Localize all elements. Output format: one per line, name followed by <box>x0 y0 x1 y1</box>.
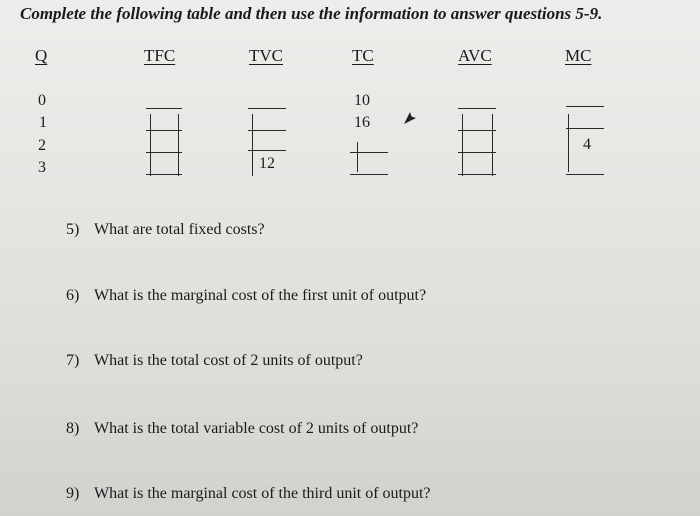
tvc-value-q3: 12 <box>259 155 275 172</box>
avc-blank[interactable] <box>458 174 496 175</box>
avc-bracket <box>462 114 463 176</box>
mc-bracket <box>568 114 569 172</box>
header-q: Q <box>35 46 48 65</box>
mc-blank[interactable] <box>566 174 604 175</box>
tc-blank[interactable] <box>350 174 388 175</box>
avc-blank[interactable] <box>458 152 496 153</box>
avc-blank[interactable] <box>458 108 496 109</box>
question-number: 8) <box>66 420 80 437</box>
tvc-bracket <box>252 114 253 176</box>
avc-bracket <box>492 114 493 176</box>
question-9 <box>66 485 431 503</box>
header-mc: MC <box>565 46 592 65</box>
tfc-blank[interactable] <box>146 152 182 153</box>
header-tc: TC <box>352 46 374 65</box>
tvc-blank[interactable] <box>248 108 286 109</box>
header-tfc: TFC <box>144 46 176 65</box>
question-text: What is the marginal cost of the third unit of output? <box>94 485 431 502</box>
question-text: What are total fixed costs? <box>94 221 265 238</box>
tc-blank[interactable] <box>350 152 388 153</box>
header-tvc: TVC <box>249 46 283 65</box>
mouse-cursor-icon <box>402 110 418 126</box>
question-number: 6) <box>66 287 80 304</box>
question-text: What is the total variable cost of 2 units of output? <box>94 420 419 437</box>
mc-blank[interactable] <box>566 106 604 107</box>
avc-blank[interactable] <box>458 130 496 131</box>
question-8 <box>66 420 418 438</box>
tfc-bracket <box>150 114 151 176</box>
q-value: 2 <box>38 137 46 154</box>
mc-blank[interactable] <box>566 128 604 129</box>
question-text: What is the total cost of 2 units of output? <box>94 352 363 369</box>
question-text: What is the marginal cost of the first unit of output? <box>94 287 427 304</box>
worksheet-title: Complete the following table and then use the information to answer questions 5-9. <box>20 4 603 23</box>
question-7 <box>66 352 363 370</box>
tfc-blank[interactable] <box>146 130 182 131</box>
tvc-blank[interactable] <box>248 150 286 151</box>
tvc-blank[interactable] <box>248 130 286 131</box>
tfc-blank[interactable] <box>146 174 182 175</box>
tc-bracket <box>357 142 358 172</box>
q-value: 0 <box>38 92 46 109</box>
question-number: 9) <box>66 485 80 502</box>
mc-value-q3: 4 <box>583 136 591 153</box>
tfc-blank[interactable] <box>146 108 182 109</box>
question-5 <box>66 221 265 239</box>
question-number: 5) <box>66 221 80 238</box>
question-number: 7) <box>66 352 80 369</box>
q-value: 3 <box>38 159 46 176</box>
header-avc: AVC <box>458 46 492 65</box>
question-6 <box>66 287 426 305</box>
tc-value-q1: 16 <box>354 114 370 131</box>
tfc-bracket <box>178 114 179 176</box>
q-value: 1 <box>39 114 47 131</box>
tc-value-q0: 10 <box>354 92 370 109</box>
